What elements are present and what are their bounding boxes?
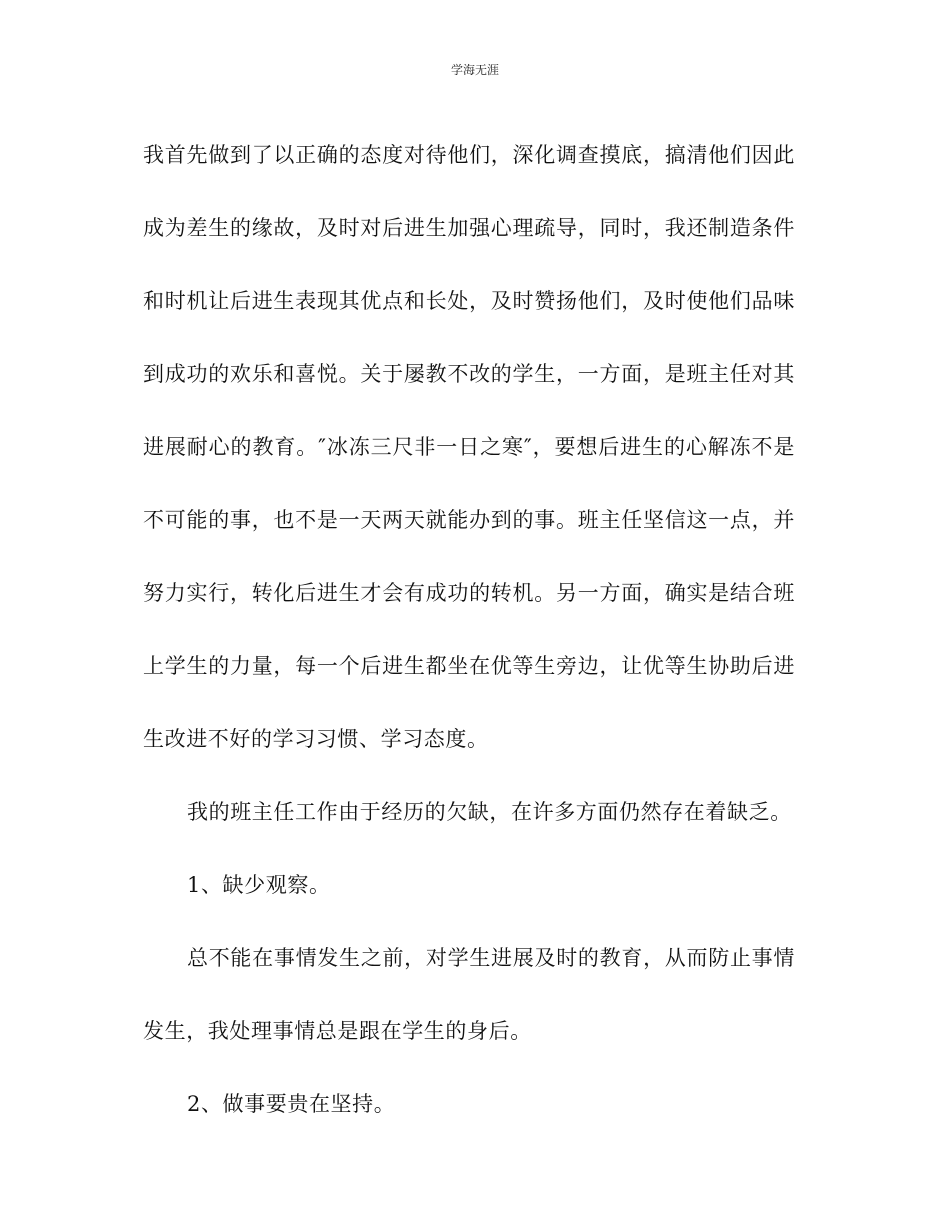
list-item-2: 2、做事要贵在坚持。 [187, 1092, 396, 1116]
list-item-1: 1、缺少观察。 [187, 873, 331, 897]
page-header: 学海无涯 [450, 63, 499, 77]
paragraph-observation-detail: 总不能在事情发生之前，对学生进展及时的教育，从而防止事情发生，我处理事情总是跟在学生的身后。 [143, 946, 795, 1043]
paragraph-shortcomings-intro: 我的班主任工作由于经历的欠缺，在许多方面仍然存在着缺乏。 [187, 800, 792, 824]
document-body [143, 119, 795, 1141]
paragraph-continuation: 我首先做到了以正确的态度对待他们，深化调查摸底，搞清他们因此成为差生的缘故，及时对后进生加强心理疏导，同时，我还制造条件和时机让后进生表现其优点和长处，及时赞扬他们，及时使他们品味到成功的欢乐和喜悦。关于屡教不改的学生，一方面，是班主任对其进展耐心的教育。″冰冻三尺非一日之寒″，要想后进生的心解冻不是不可能的事，也不是一天两天就能办到的事。班主任坚信这一点，并努力实行，转化后进生才会有成功的转机。另一方面，确实是结合班上学生的力量，每一个后进生都坐在优等生旁边，让优等生协助后进生改进不好的学习习惯、学习态度。 [143, 143, 795, 751]
